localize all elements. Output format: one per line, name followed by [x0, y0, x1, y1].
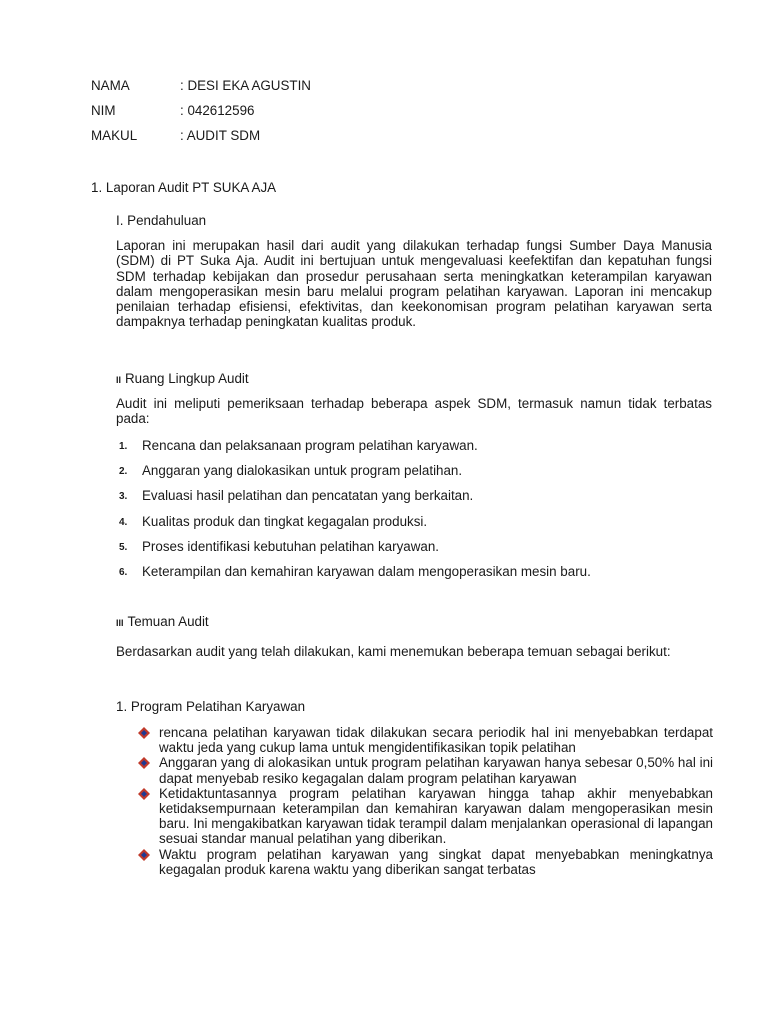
pendahuluan-heading: I. Pendahuluan — [116, 213, 207, 228]
list-number: 5. — [119, 541, 128, 553]
roman-numeral-ii: II — [116, 375, 122, 385]
temuan-title: Temuan Audit — [127, 614, 209, 629]
diamond-bullet-icon — [138, 727, 150, 739]
ruang-lingkup-intro: Audit ini meliputi pemeriksaan terhadap beberapa aspek SDM, termasuk namun tidak terbatas pada: — [116, 396, 712, 427]
list-number: 3. — [119, 491, 128, 503]
temuan-intro: Berdasarkan audit yang telah dilakukan, kami menemukan beberapa temuan sebagai berikut: — [116, 644, 671, 659]
ruang-lingkup-heading — [116, 371, 249, 386]
list-item — [138, 847, 713, 877]
list-text: Evaluasi hasil pelatihan dan pencatatan yang berkaitan. — [142, 488, 474, 504]
nama-label: NAMA — [91, 78, 130, 93]
list-number: 4. — [119, 516, 128, 528]
makul-value: : AUDIT SDM — [180, 128, 261, 143]
temuan-heading — [116, 614, 209, 629]
diamond-bullet-icon — [138, 849, 150, 861]
list-item — [138, 755, 713, 785]
list-text: Keterampilan dan kemahiran karyawan dalam mengoperasikan mesin baru. — [142, 563, 591, 579]
roman-numeral-iii: III — [116, 618, 124, 628]
diamond-bullet-icon — [138, 757, 150, 769]
list-text: rencana pelatihan karyawan tidak dilakukan secara periodik hal ini menyebabkan terdapat waktu jeda yang cukup lama untuk mengidentifikasikan topik pelatihan — [159, 725, 713, 756]
diamond-bullet-icon — [138, 788, 150, 800]
nim-label: NIM — [91, 103, 116, 118]
list-text: Ketidaktuntasannya program pelatihan karyawan hingga tahap akhir menyebabkan ketidaksempurnaan keterampilan dan kemahiran karyawan dalam mengoperasikan mesin baru. Ini mengakibatkan karyawan tidak terampil dalam menjalankan operasional di lapangan sesuai standar manual pelatihan yang diberikan. — [159, 785, 713, 847]
list-text: Rencana dan pelaksanaan program pelatihan karyawan. — [142, 438, 478, 453]
list-number: 6. — [119, 566, 128, 578]
list-number: 2. — [119, 466, 128, 478]
pendahuluan-body: Laporan ini merupakan hasil dari audit yang dilakukan terhadap fungsi Sumber Daya Manusia (SDM) di PT Suka Aja. Audit ini bertujuan untuk mengevaluasi keefektifan dan kepatuhan fungsi SDM terhadap kebijakan dan prosedur perusahaan serta meningkatkan keterampilan karyawan dalam mengoperasikan mesin baru melalui program pelatihan karyawan. Laporan ini mencakup penilaian terhadap efisiensi, efektivitas, dan keekonomisan program pelatihan karyawan serta dampaknya terhadap peningkatan kualitas produk. — [116, 238, 712, 330]
list-item — [138, 725, 713, 755]
ruang-lingkup-title: Ruang Lingkup Audit — [125, 371, 249, 386]
temuan-sub-heading: 1. Program Pelatihan Karyawan — [116, 699, 306, 714]
list-text: Anggaran yang dialokasikan untuk program pelatihan. — [142, 463, 463, 479]
section-title: 1. Laporan Audit PT SUKA AJA — [91, 180, 277, 195]
list-text: Waktu program pelatihan karyawan yang singkat dapat menyebabkan meningkatnya kegagalan produk karena waktu yang diberikan sangat terbatas — [159, 846, 713, 877]
list-text: Anggaran yang di alokasikan untuk program pelatihan karyawan hanya sebesar 0,50% hal ini dapat menyebab resiko kegagalan dalam program pelatihan karyawan — [159, 755, 713, 786]
nim-value: : 042612596 — [180, 103, 255, 118]
list-number: 1. — [119, 441, 128, 452]
makul-label: MAKUL — [91, 128, 138, 143]
list-text: Proses identifikasi kebutuhan pelatihan karyawan. — [142, 538, 440, 554]
nama-value: : DESI EKA AGUSTIN — [180, 78, 311, 93]
list-item — [138, 786, 713, 847]
list-text: Kualitas produk dan tingkat kegagalan produksi. — [142, 513, 428, 529]
findings-list — [138, 725, 713, 877]
